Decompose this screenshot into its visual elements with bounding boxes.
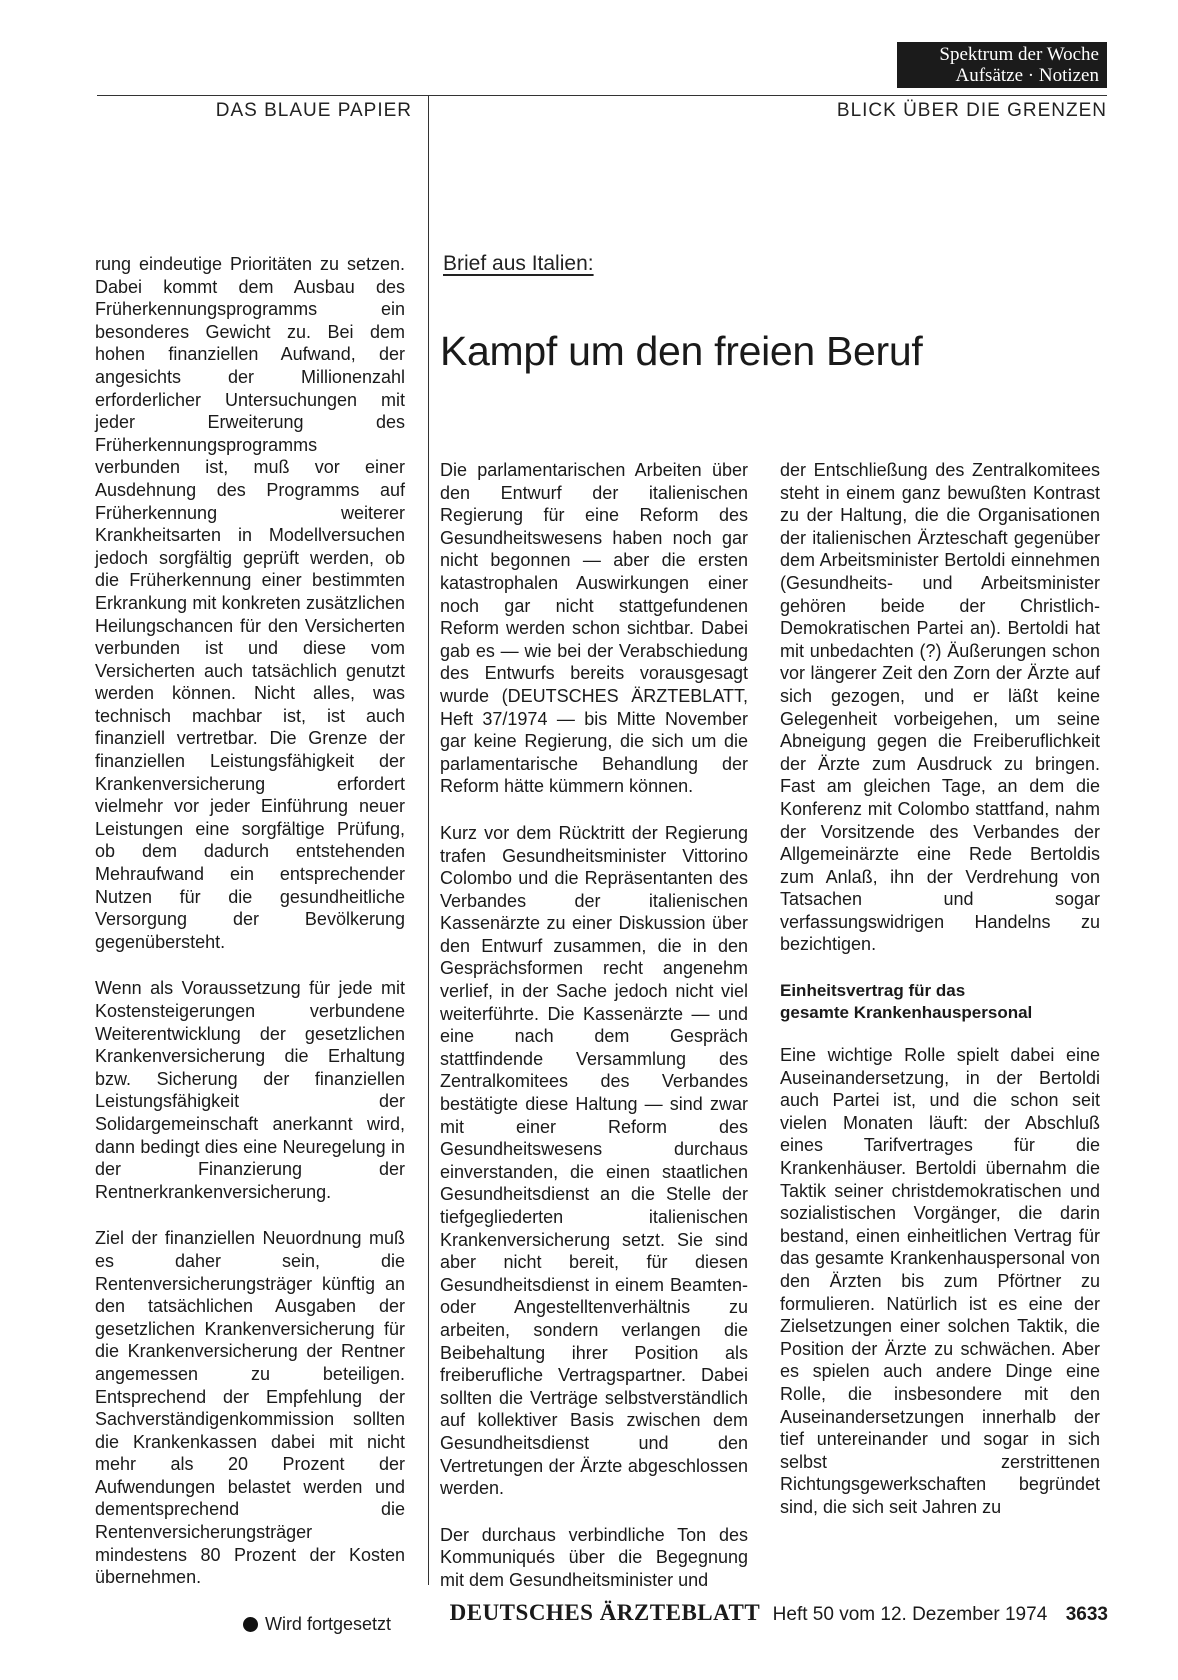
continued-label: Wird fortgesetzt — [264, 1613, 391, 1634]
badge-line-2: Aufsätze · Notizen — [955, 65, 1099, 86]
section-badge — [897, 42, 1107, 88]
right-section-header: BLICK ÜBER DIE GRENZEN — [836, 100, 1107, 121]
badge-line-1: Spektrum der Woche — [939, 44, 1099, 65]
page-footer — [450, 1600, 1108, 1626]
left-section-header: DAS BLAUE PAPIER — [215, 100, 412, 121]
continued-note — [95, 1613, 391, 1636]
article-paragraph: Die parlamentarischen Arbeiten über den Entwurf der italienischen Regierung für eine Reform des Gesundheitswesens haben noch gar nicht begonnen — aber die ersten katastrophalen Auswirkungen einer noch gar nicht stattgefundenen Reform werden schon sichtbar. Dabei gab es — wie bei der Verabschiedung des Entwurfs bereits vorausgesagt wurde (DEUTSCHES ÄRZTEBLATT, Heft 37/1974 — bis Mitte November gar keine Regierung, die sich um die parlamentarische Behandlung der Reform hätte kümmern können. — [440, 460, 748, 797]
page-number: 3633 — [1065, 1604, 1108, 1625]
left-paragraph: rung eindeutige Prioritäten zu setzen. Dabei kommt dem Ausbau des Früherkennungsprogramms ein besonderes Gewicht zu. Bei dem hohen finanziellen Aufwand, der angesichts der Millionenzahl erforderlicher Untersuchungen mit jeder Erweiterung des Früherkennungsprogramms verbunden ist, muß vor einer Ausdehnung des Programms auf Früherkennung weiterer Krankheitsarten in Modellversuchen jedoch sorgfältig geprüft werden, ob die Früherkennung einer bestimmten Erkrankung mit konkreten zusätzlichen Heilungschancen für den Versicherten verbunden ist und diese vom Versicherten auch tatsächlich genutzt werden können. Nicht alles, was technisch machbar ist, ist auch finanziell vertretbar. Die Grenze der finanziellen Leistungsfähigkeit der Krankenversicherung erfordert vielmehr vor jeder Einführung neuer Leistungen eine sorgfältige Prüfung, ob dem dadurch entstehenden Mehraufwand ein entsprechender Nutzen für die gesundheitliche Versorgung der Bevölkerung gegenübersteht. — [95, 254, 405, 952]
issue-info: Heft 50 vom 12. Dezember 1974 — [772, 1604, 1048, 1625]
article-paragraph: Der durchaus verbindliche Ton des Kommuniqués über die Begegnung mit dem Gesundheitsminister und — [440, 1524, 748, 1590]
article-kicker: Brief aus Italien: — [443, 252, 594, 275]
article-paragraph: Kurz vor dem Rücktritt der Regierung trafen Gesundheitsminister Vittorino Colombo und die Repräsentanten des Verbandes der italienischen Kassenärzte zu einer Diskussion über den Entwurf zusammen, die in den Gesprächsformen recht angenehm verlief, in der Sache jedoch nicht viel weiterführte. Die Kassenärzte — und eine nach dem Gespräch stattfindende Versammlung des Zentralkomitees des Verbandes bestätigte diese Haltung — sind zwar mit einer Reform des Gesundheitswesens durchaus einverstanden, die einen staatlichen Gesundheitsdienst an die Stelle der tiefgegliederten italienischen Krankenversicherung setzt. Sie sind aber nicht bereit, für diesen Gesundheitsdienst in einem Beamten- oder Angestelltenverhältnis zu arbeiten, sondern verlangen die Beibehaltung ihrer Position als freiberufliche Vertragspartner. Dabei sollten die Verträge selbstverständlich auf kollektiver Basis zwischen dem Gesundheitsdienst und den Vertretungen der Ärzte abgeschlossen werden. — [440, 822, 748, 1499]
article-subheading — [780, 980, 1100, 1024]
article-title: Kampf um den freien Beruf — [440, 328, 923, 374]
left-paragraph: Ziel der finanziellen Neuordnung muß es daher sein, die Rentenversicherungsträger künftig an den tatsächlichen Ausgaben der gesetzlichen Krankenversicherung für die Krankenversicherung der Rentner angemessen zu beteiligen. Entsprechend der Empfehlung der Sachverständigenkommission sollten die Krankenkassen dabei mit nicht mehr als 20 Prozent der Aufwendungen belastet werden und dementsprechend die Rentenversicherungsträger mindestens 80 Prozent der Kosten übernehmen. — [95, 1228, 405, 1588]
article-paragraph: der Entschließung des Zentralkomitees steht in einem ganz bewußten Kontrast zu der Haltung, die die Organisationen der italienischen Ärzteschaft gegenüber dem Arbeitsminister Bertoldi einnehmen (Gesundheits- und Arbeitsminister gehören beide der Christlich-Demokratischen Partei an). Bertoldi hat mit unbedachten (?) Äußerungen schon vor längerer Zeit den Zorn der Ärzte auf sich gezogen, und er läßt keine Gelegenheit vorbeigehen, um seine Abneigung gegen die Freiberuflichkeit der Ärzte zum Ausdruck zu bringen. Fast am gleichen Tage, an dem die Konferenz mit Colombo stattfand, nahm der Vorsitzende des Verbandes der Allgemeinärzte eine Rede Bertoldis zum Anlaß, ihn der Verdrehung von Tatsachen und sogar verfassungswidrigen Handelns zu bezichtigen. — [780, 460, 1100, 955]
top-rule — [97, 95, 1107, 96]
article-paragraph: Eine wichtige Rolle spielt dabei eine Auseinandersetzung, in der Bertoldi auch Partei ist, und die schon seit vielen Monaten läuft: der Abschluß eines Tarifvertrages für die Krankenhäuser. Bertoldi übernahm die Taktik seiner christdemokratischen und sozialistischen Vorgänger, die darin bestand, einen einheitlichen Vertrag für das gesamte Krankenhauspersonal von den Ärzten bis zum Pförtner zu formulieren. Natürlich ist es eine der Zielsetzungen einer solchen Taktik, die Position der Ärzte zu schwächen. Aber es spielen auch andere Dinge eine Rolle, die insbesondere mit den Auseinandersetzungen innerhalb der tief untereinander und sogar in sich selbst zerstrittenen Richtungsgewerkschaften begründet sind, die sich seit Jahren zu — [780, 1045, 1100, 1517]
column-divider — [428, 95, 429, 1585]
bullet-dot-icon — [243, 1617, 258, 1632]
left-column — [95, 253, 405, 1635]
article-middle-column — [440, 459, 748, 1616]
journal-name: DEUTSCHES ÄRZTEBLATT — [449, 1600, 761, 1625]
article-right-column — [780, 459, 1100, 1543]
left-paragraph: Wenn als Voraussetzung für jede mit Kostensteigerungen verbundene Weiterentwicklung der gesetzlichen Krankenversicherung die Erhaltung bzw. Sicherung der finanziellen Leistungsfähigkeit der Solidargemeinschaft anerkannt wird, dann bedingt dies eine Neuregelung in der Finanzierung der Rentnerkrankenversicherung. — [95, 978, 405, 1202]
subheading-line-2: gesamte Krankenhauspersonal — [780, 1003, 1033, 1023]
subheading-line-1: Einheitsvertrag für das — [780, 981, 966, 1001]
